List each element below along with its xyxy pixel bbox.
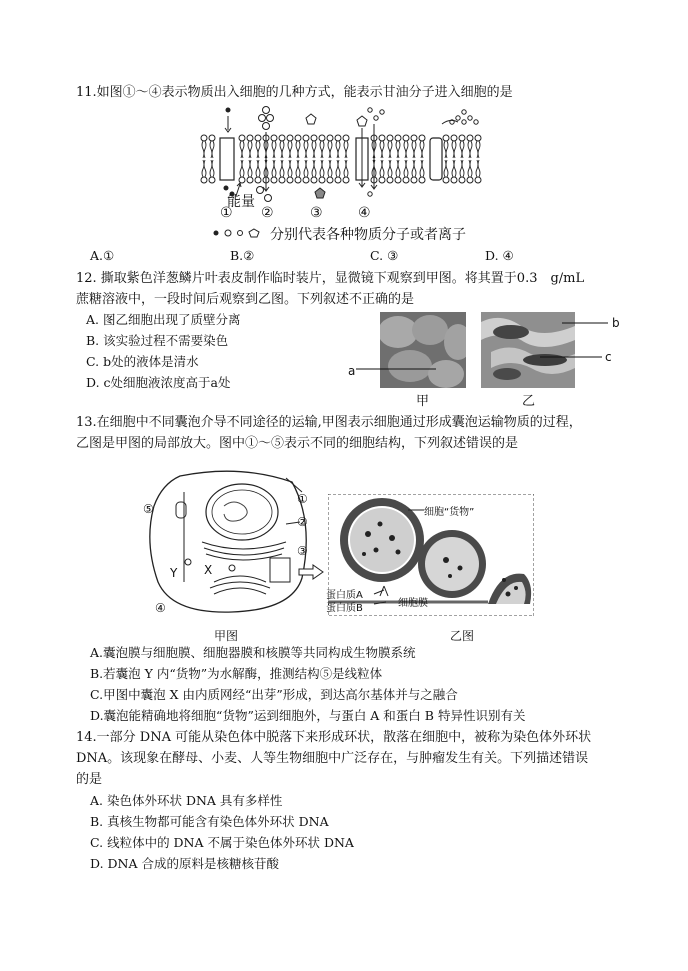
q13-stem-line2: 乙图是甲图的局部放大。图中①～⑤表示不同的细胞结构，下列叙述错误的是 (76, 436, 519, 451)
caption-yi: 乙 (522, 394, 536, 409)
protein-a-label: 蛋白质A (326, 590, 363, 601)
q14-option-a[interactable]: A. 染色体外环状 DNA 具有多样性 (90, 793, 283, 808)
q12-option-a[interactable]: A. 图乙细胞出现了质壁分离 (86, 312, 241, 327)
q11-option-c[interactable]: C. ③ (370, 248, 399, 263)
label-b: b (612, 316, 620, 330)
q14-stem-line2: DNA。该现象在酵母、小麦、人等生物细胞中广泛存在，与肿瘤发生有关。下列描述错误 (76, 751, 589, 766)
q13-option-d[interactable]: D.囊泡能精确地将细胞“货物”运到细胞外，与蛋白 A 和蛋白 B 特异性识别有关 (90, 708, 526, 723)
q12-stem-line1: 12. 撕取紫色洋葱鳞片叶表皮制作临时装片，显微镜下观察到甲图。将其置于0.3 g/mL (76, 271, 585, 286)
q12-option-b[interactable]: B. 该实验过程不需要染色 (86, 333, 229, 348)
q13-option-b[interactable]: B.若囊泡 Y 内“货物”为水解酶，推测结构⑤是线粒体 (90, 666, 383, 681)
molecule-legend-text: 分别代表各种物质分子或者离子 (270, 227, 466, 243)
fig-label-2: ② (261, 205, 274, 221)
q11-option-b[interactable]: B.② (230, 248, 255, 263)
label-c: c (605, 350, 612, 364)
energy-label: 能量 (227, 194, 255, 210)
molecule-legend-icons (210, 226, 270, 240)
membrane-transport-figure (196, 104, 486, 232)
cell-label-4: ④ (155, 601, 166, 615)
fig-label-1: ① (220, 205, 233, 221)
q13-option-c[interactable]: C.甲图中囊泡 X 由内质网经“出芽”形成，到达高尔基体并与之融合 (90, 687, 458, 702)
q14-option-b[interactable]: B. 真核生物都可能含有染色体外环状 DNA (90, 814, 329, 829)
fig-label-4: ④ (358, 205, 371, 221)
cell-label-5: ⑤ (143, 502, 154, 516)
caption-fig-yi: 乙图 (450, 629, 475, 643)
q13-option-a[interactable]: A.囊泡膜与细胞膜、细胞器膜和核膜等共同构成生物膜系统 (90, 645, 416, 660)
carrier-protein-1 (220, 138, 234, 180)
q13-stem-line1: 13.在细胞中不同囊泡介导不同途径的运输,甲图表示细胞通过形成囊泡运输物质的过程， (76, 415, 582, 430)
cell-diagram-jia (140, 462, 320, 630)
q11-stem: 11.如图①～④表示物质出入细胞的几种方式，能表示甘油分子进入细胞的是 (76, 85, 513, 100)
cell-membrane-label: 细胞膜 (398, 598, 428, 609)
q12-option-d[interactable]: D. c处细胞液浓度高于a处 (86, 375, 231, 390)
q14-option-c[interactable]: C. 线粒体中的 DNA 不属于染色体外环状 DNA (90, 835, 354, 850)
q12-option-c[interactable]: C. b处的液体是清水 (86, 354, 199, 369)
protein-b-label: 蛋白质B (326, 603, 363, 614)
label-a: a (348, 364, 356, 378)
cell-label-1: ① (297, 492, 308, 506)
q14-option-d[interactable]: D. DNA 合成的原料是核糖核苷酸 (90, 856, 279, 871)
q14-stem-line3: 的是 (76, 772, 103, 787)
cargo-label: 细胞“货物” (424, 507, 475, 518)
zoom-arrow (297, 564, 325, 580)
q12-stem-line2: 蔗糖溶液中，一段时间后观察到乙图。下列叙述不正确的是 (76, 292, 415, 307)
q11-option-d[interactable]: D. ④ (485, 248, 514, 263)
q14-stem-line1: 14.一部分 DNA 可能从染色体中脱落下来形成环状，散落在细胞中，被称为染色体外环状 (76, 730, 592, 745)
cell-label-3: ③ (297, 544, 308, 558)
micrograph-pointers (350, 312, 620, 392)
caption-jia: 甲 (416, 394, 430, 409)
cell-label-2: ② (297, 515, 308, 529)
vesicle-y-label: Y (170, 566, 178, 580)
carrier-protein-4 (430, 138, 442, 180)
caption-fig-jia: 甲图 (214, 629, 239, 643)
vesicle-x-label: X (204, 563, 213, 577)
fig-label-3: ③ (310, 205, 323, 221)
q11-option-a[interactable]: A.① (90, 248, 115, 263)
